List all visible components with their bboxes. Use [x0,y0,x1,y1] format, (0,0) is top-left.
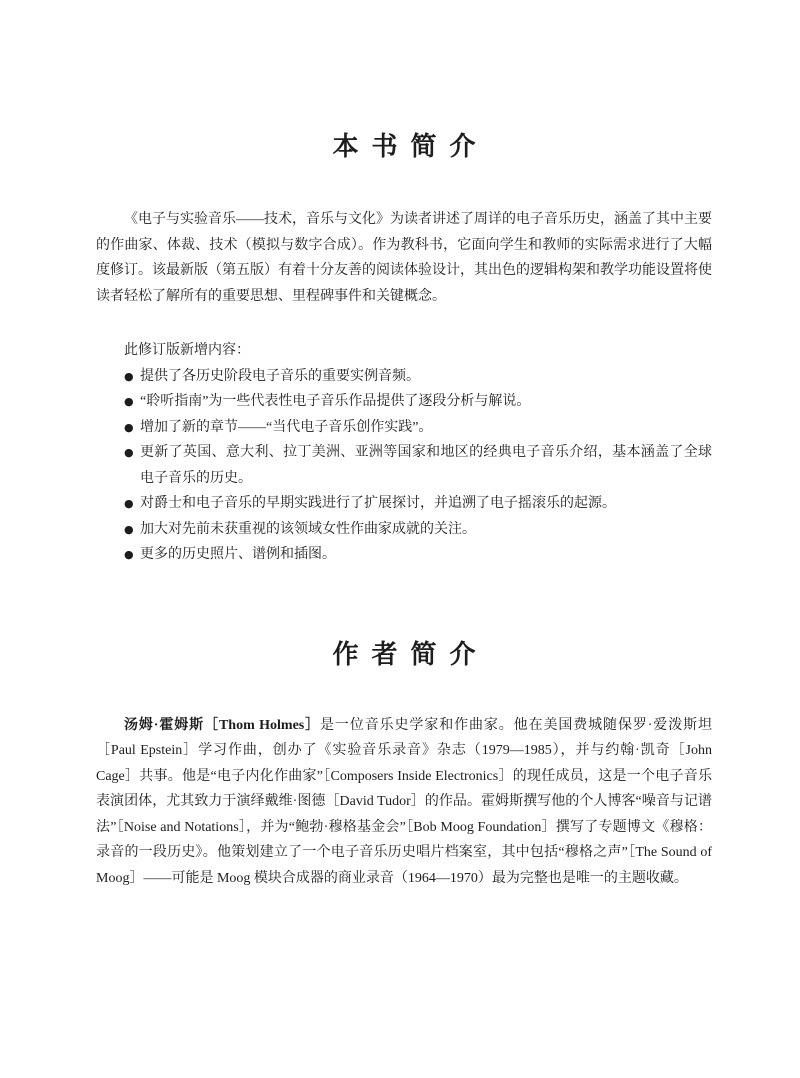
list-item-text: 加大对先前未获重视的该领域女性作曲家成就的关注。 [140,521,476,537]
book-intro-section [96,0,712,568]
list-item [124,415,712,441]
author-name: 汤姆·霍姆斯［Thom Holmes］ [124,717,321,733]
bullet-icon: ● [124,446,134,459]
list-item-text: 更多的历史照片、谱例和插图。 [140,547,336,562]
bullet-icon: ● [124,395,134,408]
bullet-icon: ● [124,497,134,510]
book-intro-paragraph: 《电子与实验音乐——技术，音乐与文化》为读者讲述了周详的电子音乐历史，涵盖了其中主要的作曲家、体裁、技术（模拟与数字合成）。作为教科书，它面向学生和教师的实际需求进行了大幅度修订。该最新版（第五版）有着十分友善的阅读体验设计，其出色的逻辑构架和教学功能设置将使读者轻松了解所有的重要思想、里程碑事件和关键概念。 [96,212,712,304]
bullet-icon: ● [124,420,134,434]
bullet-icon: ● [124,369,134,383]
section-title-author-intro: 作者简介 [332,639,489,669]
list-item-text: “聆听指南”为一些代表性电子音乐作品提供了逐段分析与解说。 [140,394,531,409]
author-bio-text: 是一位音乐史学家和作曲家。他在美国费城随保罗·爱泼斯坦［Paul Epstein］学习作曲，创办了《实验音乐录音》杂志（1979—1985），并与约翰·凯奇［John Cage］共事。他是“电子内化作曲家”［Composers Inside Electronics］的现任成员，这是一个电子音乐表演团体，尤其致力于演绎戴维·图德［David Tudor］的作品。霍姆斯撰写他的个人博客“噪音与记谱法”［Noise and Notations］，并为“鲍勃·穆格基金会”［Bob Moog Foundation］撰写了专题博文《穆格：录音的一段历史》。他策划建立了一个电子音乐历史唱片档案室，其中包括“穆格之声”［The Sound of Moog］——可能是 Moog 模块合成器的商业录音（1964—1970）最为完整也是唯一的主题收藏。 [96,717,712,886]
list-item [124,389,712,415]
list-item-text: 增加了新的章节——“当代电子音乐创作实践”。 [140,419,433,435]
list-item [124,542,712,568]
list-item [124,491,712,517]
list-item [124,517,712,543]
list-item-text: 提供了各历史阶段电子音乐的重要实例音频。 [140,368,420,384]
revision-feature-list [96,364,712,568]
revision-intro-line: 此修订版新增内容： [124,343,250,358]
section-title-book-intro: 本书简介 [332,132,489,161]
list-item [124,364,712,390]
author-bio-paragraph [96,713,712,892]
list-item [124,440,712,491]
list-item-text: 更新了英国、意大利、拉丁美洲、亚洲等国家和地区的经典电子音乐介绍，基本涵盖了全球电子音乐的历史。 [140,445,712,486]
author-intro-section [96,639,712,892]
bullet-icon: ● [124,522,134,536]
list-item-text: 对爵士和电子音乐的早期实践进行了扩展探讨，并追溯了电子摇滚乐的起源。 [140,496,616,511]
bullet-icon: ● [124,548,134,561]
